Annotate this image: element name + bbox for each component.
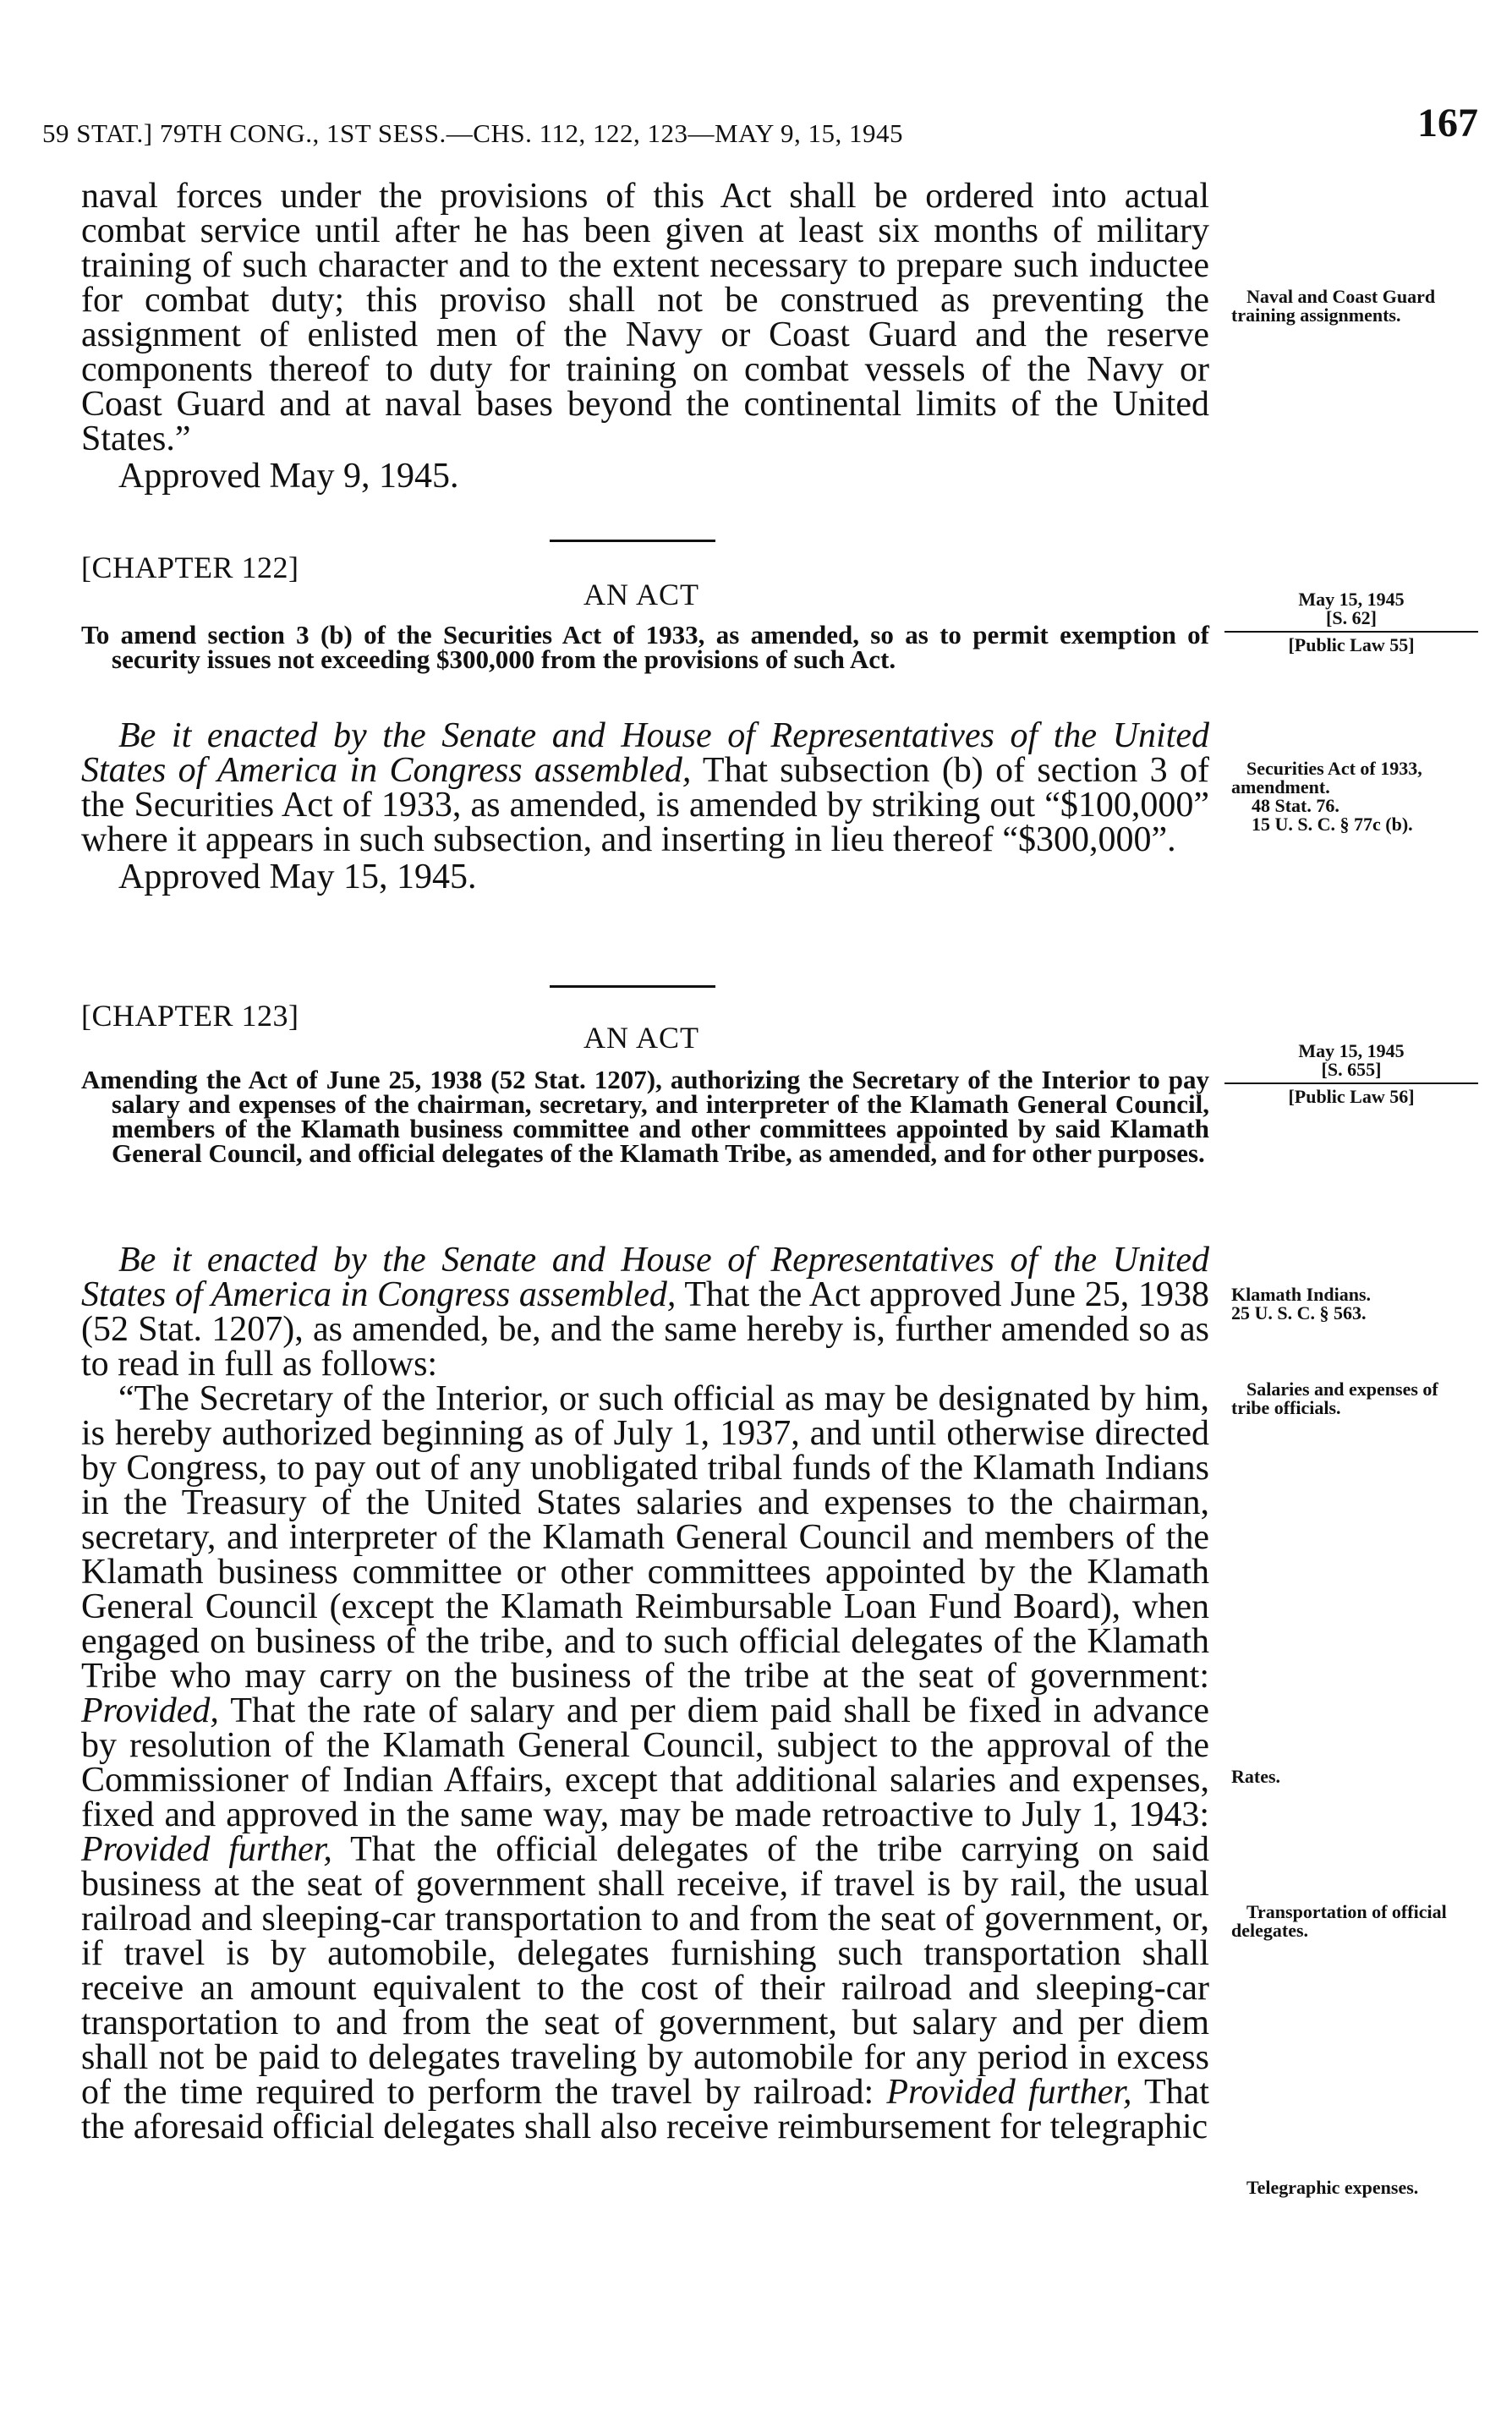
enacting-text-123: That the Act approved June 25, 1938 (52 Stat. 1207), as amended, be, and the same hereby is, further amended so as to read in full as follows: — [81, 1275, 1209, 1384]
enacting-clause-122 — [81, 716, 1209, 859]
page-number: 167 — [1417, 101, 1478, 145]
provided-3: Provided further, — [886, 2073, 1132, 2112]
docket-bill-123: [S. 655] — [1321, 1059, 1382, 1080]
amended-text-123: “The Secretary of the Interior, or such official as may be designated by him, is hereby authorized beginning as of July 1, 1937, and until otherwise directed by Congress, to pay out of any unobligated tribal funds of the Klamath Indians in the Treasury of the United States salaries and expenses to the chairman, secretary, and interpreter of the Klamath General Council and members of the Klamath business committee or other committees appointed by the Klamath General Council (except the Klamath Reimbursable Loan Fund Board), when engaged on business of the tribe, and to such official delegates of the Klamath Tribe who may carry on the business of the tribe at the seat of government: Provided, That the rate of salary and per diem paid shall be fixed in advance by resolution of the Klamath General Council, subject to the approval of the Commissioner of Indian Affairs, except that additional salaries and expenses, fixed and approved in the same way, may be made retroactive to July 1, 1943: Provided further, That the official delegates of the tribe carrying on said business at the seat of government shall receive, if travel is by rail, the usual railroad and sleeping-car transportation to and from the seat of government, or, if travel is by automobile, delegates furnishing such transportation shall receive an amount equivalent to the cost of their railroad and sleeping-car transportation to and from the seat of government, but salary and per diem shall not be paid to delegates traveling by automobile for any period in excess of the time required to perform the travel by railroad: Provided further, That the aforesaid official delegates shall also receive reimbursement for telegraphic — [81, 1379, 1209, 2146]
page-header — [42, 100, 1480, 159]
docket-bill-122: [S. 62] — [1326, 607, 1377, 628]
continued-paragraph: naval forces under the provisions of this Act shall be ordered into actual combat service until after he has been given at least six months of military training of such character and to the extent necessary to prepare such inductee for combat duty; this proviso shall not be construed as preventing the assignment of enlisted men of the Navy or Coast Guard and the reserve components thereof to duty for training on combat vessels of the Navy or Coast Guard and at naval bases beyond the continental limits of the United States.” — [81, 177, 1209, 458]
provided-1: Provided, — [81, 1691, 219, 1730]
act-title-123: Amending the Act of June 25, 1938 (52 Stat. 1207), authorizing the Secretary of the Interior to pay salary and expenses of the chairman, secretary, and interpreter of the Klamath General Council, members of the Klamath business committee and other committees appointed by said Klamath General Council, and official delegates of the Klamath Tribe, as amended, and for other purposes. — [81, 1065, 1209, 1168]
divider-rule-123 — [550, 985, 715, 988]
enacting-clause-123 — [81, 1243, 1209, 1382]
chapter-122-heading: [CHAPTER 122] — [81, 551, 299, 584]
act-title-122: To amend section 3 (b) of the Securities Act of 1933, as amended, so as to permit exemption of security issues not exceeding $300,000 from the provisions of such Act. — [81, 620, 1209, 674]
divider-rule-122 — [550, 540, 715, 542]
continued-section — [81, 179, 1209, 494]
margin-note-salaries: Salaries and expenses of tribe officials. — [1231, 1378, 1438, 1418]
enacting-text-122: That subsection (b) of section 3 of the Securities Act of 1933, as amended, is amended by striking out “$100,000” where it appears in such subsection, and inserting in lieu thereof “$300,000”. — [81, 751, 1209, 859]
docket-date-122: May 15, 1945 — [1298, 589, 1405, 610]
docket-date-123: May 15, 1945 — [1298, 1040, 1405, 1061]
margin-note-transport: Transportation of official delegates. — [1231, 1901, 1447, 1941]
docket-123 — [1224, 1042, 1478, 1106]
margin-note-rates: Rates. — [1231, 1766, 1281, 1787]
docket-law-123: [Public Law 56] — [1224, 1082, 1478, 1106]
margin-note-telegraphic: Telegraphic expenses. — [1246, 2177, 1419, 2198]
enacting-italic-122: Be it enacted by the Senate and House of Representatives of the United States of America in Congress assembled, — [81, 716, 1209, 790]
chapter-123-body — [81, 1243, 1209, 2145]
chapter-123-heading: [CHAPTER 123] — [81, 999, 299, 1033]
docket-122 — [1224, 590, 1478, 655]
margin-note-naval: Naval and Coast Guard training assignments. — [1231, 286, 1436, 326]
docket-law-122: [Public Law 55] — [1224, 631, 1478, 655]
margin-note-securities: Securities Act of 1933, amendment. 48 Stat. 76. 15 U. S. C. § 77c (b). — [1231, 758, 1422, 835]
approved-date-122: Approved May 15, 1945. — [118, 858, 477, 896]
an-act-123: AN ACT — [583, 1021, 700, 1055]
an-act-122: AN ACT — [583, 578, 700, 611]
margin-note-klamath: Klamath Indians. 25 U. S. C. § 563. — [1231, 1284, 1372, 1324]
enacting-italic-123: Be it enacted by the Senate and House of Representatives of the United States of America in Congress assembled, — [81, 1241, 1209, 1314]
provided-2: Provided further, — [81, 1830, 332, 1869]
chapter-122-body — [81, 716, 1209, 896]
running-head: 59 STAT.] 79TH CONG., 1ST SESS.—CHS. 112, 122, 123—MAY 9, 15, 1945 — [42, 118, 904, 148]
approved-date-1: Approved May 9, 1945. — [118, 457, 459, 496]
